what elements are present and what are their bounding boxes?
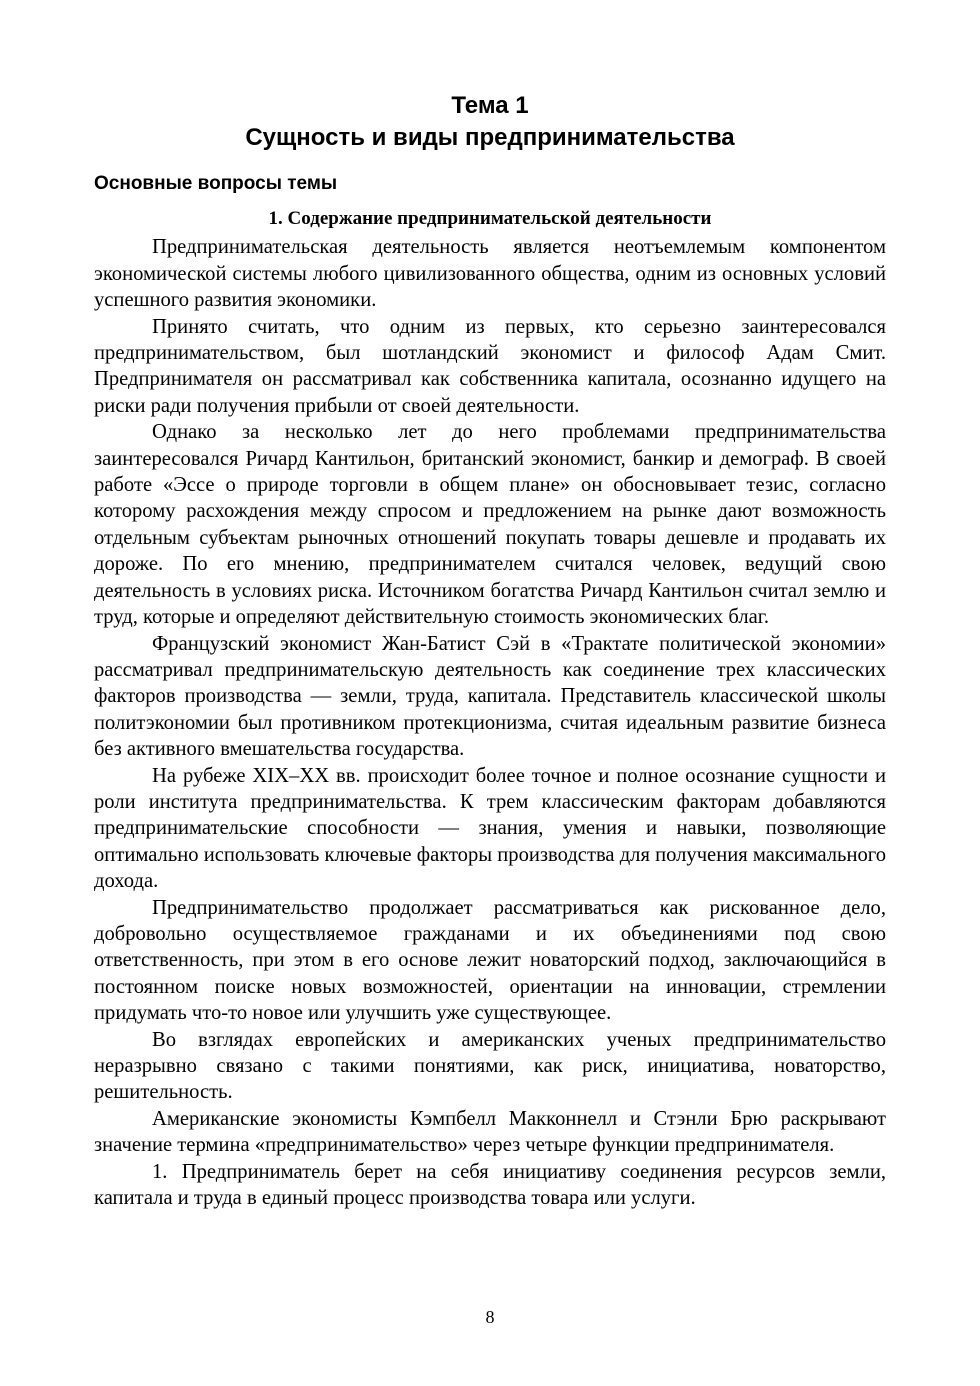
- paragraph: Предпринимательская деятельность является неотъемлемым компонентом экономической системы любого цивилизованного общества, одним из основных условий успешного развития экономики.: [94, 236, 886, 312]
- paragraph: Предпринимательство продолжает рассматриваться как рискованное дело, добровольно осуществляемое гражданами и их объединениями под свою ответственность, при этом в его основе лежит новаторский подход, заключающийся в постоянном поиске новых возможностей, ориентации на инновации, стремлении придумать что-то новое или улучшить уже существующее.: [94, 896, 886, 1025]
- topic-label: Тема 1: [451, 92, 529, 119]
- topic-title: Сущность и виды предпринимательства: [245, 124, 735, 151]
- paragraph: Принято считать, что одним из первых, кто серьезно заинтересовался предпринимательством, был шотландский экономист и философ Адам Смит. Предпринимателя он рассматривал как собственника капитала, осознанно идущего на риски ради получения прибыли от своей деятельности.: [94, 315, 886, 417]
- paragraph: Однако за несколько лет до него проблемами предпринимательства заинтересовался Ричард Кантильон, британский экономист, банкир и демограф. В своей работе «Эссе о природе торговли в общем плане» он обосновывает тезис, согласно которому расхождения между спросом и предложением на рынке дают возможность отдельным субъектам рыночных отношений покупать товары дешевле и продавать их дороже. По его мнению, предпринимателем считался человек, ведущий свою деятельность в условиях риска. Источником богатства Ричард Кантильон считал землю и труд, которые и определяют действительную стоимость экономических благ.: [94, 421, 886, 629]
- paragraph: Французский экономист Жан-Батист Сэй в «Трактате политической экономии» рассматривал предпринимательскую деятельность как соединение трех классических факторов производства — земли, труда, капитала. Представитель классической школы политэкономии был противником протекционизма, считая идеальным развитие бизнеса без активного вмешательства государства.: [94, 632, 886, 761]
- subsection-heading: 1. Содержание предпринимательской деятельности: [268, 208, 712, 229]
- page-number: 8: [485, 1307, 495, 1327]
- paragraph: На рубеже XIX–XX вв. происходит более точное и полное осознание сущности и роли института предпринимательства. К трем классическим факторам добавляются предпринимательские способности — знания, умения и навыки, позволяющие оптимально использовать ключевые факторы производства для получения максимального дохода.: [94, 764, 886, 893]
- section-heading: Основные вопросы темы: [94, 173, 338, 194]
- paragraph: 1. Предприниматель берет на себя инициативу соединения ресурсов земли, капитала и труда в единый процесс производства товара или услуги.: [94, 1160, 886, 1210]
- document-page: [94, 90, 886, 1211]
- paragraph: Во взглядах европейских и американских ученых предпринимательство неразрывно связано с такими понятиями, как риск, инициатива, новаторство, решительность.: [94, 1028, 886, 1104]
- body-paragraphs: [94, 234, 886, 1211]
- paragraph: Американские экономисты Кэмпбелл Макконнелл и Стэнли Брю раскрывают значение термина «предпринимательство» через четыре функции предпринимателя.: [94, 1107, 886, 1157]
